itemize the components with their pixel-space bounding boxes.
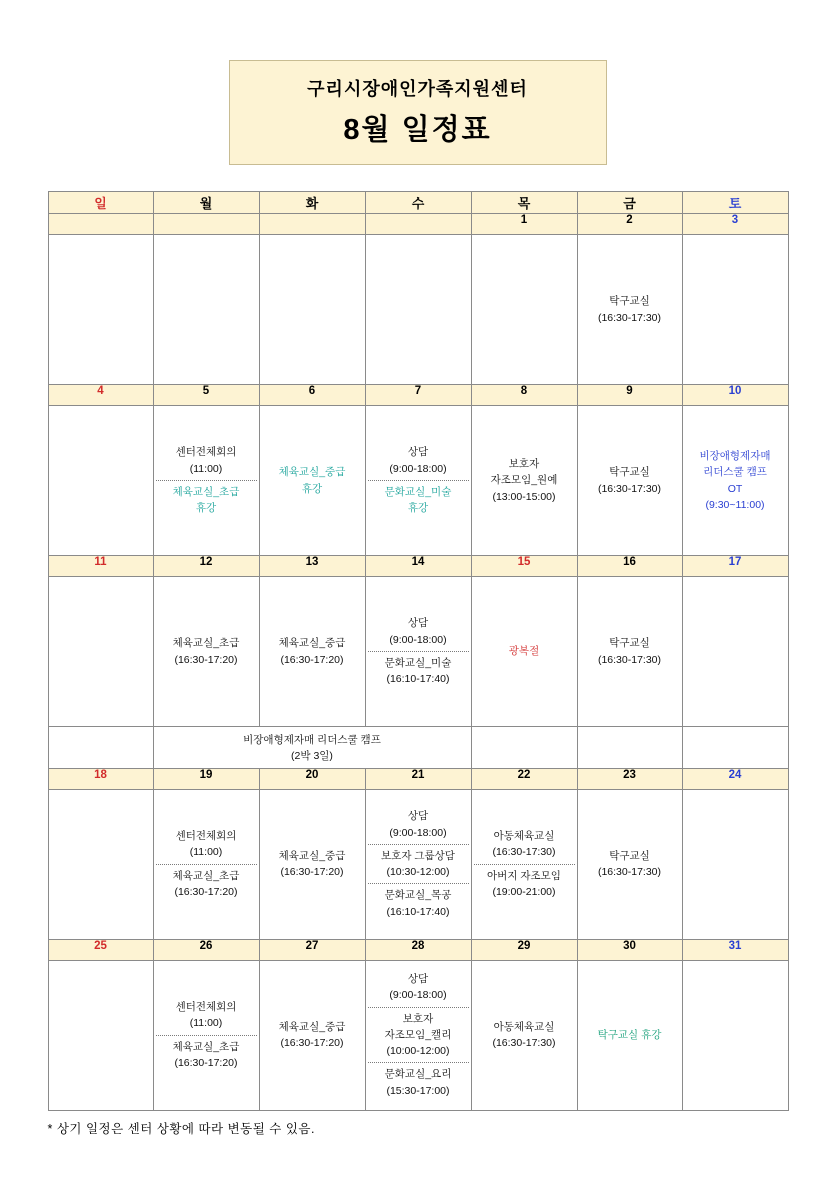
event-line: (16:30-17:30) (597, 866, 662, 879)
span-event-row (48, 727, 788, 769)
day-cell[interactable] (153, 960, 259, 1110)
event-entry[interactable] (368, 844, 469, 884)
event-line: (16:30-17:20) (174, 1056, 238, 1069)
date-cell[interactable]: 25 (48, 939, 153, 960)
event-line: (19:00-21:00) (492, 885, 556, 898)
event-line: 휴강 (301, 482, 323, 495)
date-cell[interactable]: 22 (471, 768, 577, 789)
date-cell[interactable]: 7 (365, 385, 471, 406)
date-cell[interactable]: 16 (577, 556, 682, 577)
date-row (48, 214, 788, 235)
event-entry[interactable] (154, 727, 471, 768)
event-line: (15:30-17:00) (386, 1084, 450, 1097)
event-line: 자조모임_캘리 (384, 1028, 452, 1041)
day-cell-inner (472, 790, 577, 939)
day-cell[interactable] (365, 577, 471, 727)
calendar-table (48, 191, 789, 1111)
day-cell-inner (49, 577, 153, 726)
event-line: 체육교실_중급 (278, 1020, 346, 1033)
event-line: (9:00-18:00) (389, 633, 447, 646)
footnote: * 상기 일정은 센터 상황에 따라 변동될 수 있음. (47, 1121, 315, 1136)
day-cell-inner (683, 790, 788, 939)
events-row (48, 577, 788, 727)
event-entry[interactable] (262, 845, 363, 884)
event-line: 탁구교실 (609, 466, 650, 479)
day-cell[interactable] (153, 235, 259, 385)
event-entry[interactable] (262, 461, 363, 500)
date-cell[interactable] (153, 214, 259, 235)
title-box (229, 60, 607, 165)
event-line: 탁구교실 (609, 849, 650, 862)
day-cell-inner (366, 790, 471, 939)
span-filler-cell (48, 727, 153, 769)
event-line: 보호자 (508, 458, 540, 471)
day-cell-inner (154, 235, 259, 384)
day-cell[interactable] (577, 960, 682, 1110)
day-cell[interactable] (259, 789, 365, 939)
event-line: 비장애형제자매 리더스쿨 캠프 (243, 734, 381, 746)
event-line: (11:00) (189, 1017, 223, 1030)
day-cell[interactable] (471, 406, 577, 556)
event-line: 센터전체회의 (175, 830, 237, 842)
day-cell-inner (366, 961, 471, 1110)
date-cell[interactable]: 20 (259, 768, 365, 789)
event-entry[interactable] (474, 864, 575, 904)
event-line: 아동체육교실 (493, 830, 555, 842)
event-entry[interactable] (368, 805, 469, 844)
event-line: (16:30-17:20) (174, 885, 238, 898)
day-cell[interactable] (471, 960, 577, 1110)
date-cell[interactable]: 10 (682, 385, 788, 406)
date-cell[interactable] (259, 214, 365, 235)
page-title: 8월 일정표 (343, 114, 492, 146)
day-cell-inner (683, 577, 788, 726)
event-entry[interactable] (262, 632, 363, 671)
day-cell[interactable] (153, 406, 259, 556)
day-cell[interactable] (471, 235, 577, 385)
day-cell-inner (578, 235, 682, 384)
event-line: 휴강 (407, 502, 429, 515)
date-cell[interactable]: 17 (682, 556, 788, 577)
weekday-header-5: 금 (577, 192, 682, 214)
event-entry[interactable] (262, 1016, 363, 1055)
event-entry[interactable] (474, 1016, 575, 1055)
event-entry[interactable] (474, 640, 575, 662)
date-cell[interactable]: 14 (365, 556, 471, 577)
event-line: 상담 (407, 973, 429, 986)
day-cell[interactable] (365, 406, 471, 556)
event-entry[interactable] (368, 968, 469, 1007)
day-cell-inner (578, 790, 682, 939)
day-cell-inner (260, 577, 365, 726)
event-line: 문화교실_미술 (384, 657, 452, 669)
date-cell[interactable]: 3 (682, 214, 788, 235)
organization-name: 구리시장애인가족지원센터 (307, 79, 528, 99)
day-cell[interactable] (471, 789, 577, 939)
event-line: (11:00) (189, 846, 223, 859)
event-line: 휴강 (195, 502, 217, 515)
date-row (48, 385, 788, 406)
event-line: (10:00-12:00) (386, 1045, 450, 1058)
day-cell[interactable] (682, 235, 788, 385)
event-line: 비장애형제자매 (699, 449, 771, 462)
day-cell-inner (578, 961, 682, 1110)
weekday-header-3: 수 (365, 192, 471, 214)
event-line: (16:30-17:20) (174, 653, 238, 666)
event-entry[interactable] (474, 825, 575, 864)
events-row (48, 960, 788, 1110)
date-cell[interactable]: 21 (365, 768, 471, 789)
date-cell[interactable]: 19 (153, 768, 259, 789)
date-cell[interactable]: 27 (259, 939, 365, 960)
day-cell[interactable] (259, 235, 365, 385)
date-row (48, 939, 788, 960)
event-entry[interactable] (368, 1007, 469, 1063)
span-filler-cell (577, 727, 682, 769)
date-cell[interactable]: 1 (471, 214, 577, 235)
event-line: 광복절 (508, 645, 540, 658)
day-cell[interactable] (365, 789, 471, 939)
event-line: 상담 (407, 810, 429, 823)
event-line: 보호자 그룹상담 (381, 849, 455, 862)
day-cell-inner (154, 406, 259, 555)
day-cell[interactable] (682, 406, 788, 556)
event-line: OT (727, 482, 743, 495)
day-cell[interactable] (48, 960, 153, 1110)
day-cell[interactable] (153, 577, 259, 727)
event-line: 아버지 자조모임 (487, 869, 561, 882)
date-cell[interactable]: 28 (365, 939, 471, 960)
day-cell-inner (49, 235, 153, 384)
event-entry[interactable] (368, 1062, 469, 1102)
event-line: 탁구교실 (609, 295, 650, 308)
event-entry[interactable] (368, 651, 469, 691)
date-cell[interactable]: 26 (153, 939, 259, 960)
event-entry[interactable] (156, 1035, 257, 1075)
event-line: 체육교실_초급 (172, 486, 240, 498)
date-cell[interactable] (365, 214, 471, 235)
event-line: (16:30-17:30) (597, 482, 662, 495)
day-cell-inner (683, 406, 788, 555)
day-cell-inner (260, 790, 365, 939)
weekday-header-4: 목 (471, 192, 577, 214)
event-entry[interactable] (474, 453, 575, 508)
events-row (48, 406, 788, 556)
weekday-header-1: 월 (153, 192, 259, 214)
event-entry[interactable] (156, 632, 257, 671)
day-cell[interactable] (259, 406, 365, 556)
event-line: (16:30-17:20) (280, 1037, 344, 1050)
event-line: 자조모임_원예 (490, 474, 558, 487)
event-line: (16:30-17:30) (492, 1037, 556, 1050)
day-cell[interactable] (48, 789, 153, 939)
event-line: (16:30-17:30) (597, 653, 662, 666)
day-cell[interactable] (48, 577, 153, 727)
event-line: 문화교실_목공 (384, 889, 452, 902)
day-cell-inner (366, 235, 471, 384)
day-cell-inner (260, 235, 365, 384)
event-entry[interactable] (368, 883, 469, 923)
date-cell[interactable]: 30 (577, 939, 682, 960)
event-entry[interactable] (580, 632, 680, 671)
date-cell[interactable]: 29 (471, 939, 577, 960)
day-cell-inner (472, 961, 577, 1110)
event-line: (16:30-17:20) (280, 653, 344, 666)
event-line: 탁구교실 휴강 (597, 1028, 662, 1041)
day-cell[interactable] (259, 577, 365, 727)
calendar-wrapper (48, 191, 788, 1111)
event-entry[interactable] (156, 480, 257, 520)
day-cell[interactable] (577, 406, 682, 556)
event-line: (9:00-18:00) (389, 989, 447, 1002)
event-line: 체육교실_중급 (278, 849, 346, 862)
event-line: 문화교실_요리 (384, 1068, 452, 1081)
event-entry[interactable] (156, 441, 257, 480)
event-line: 탁구교실 (609, 637, 650, 650)
day-cell[interactable] (365, 960, 471, 1110)
calendar-header-row (48, 192, 788, 214)
day-cell-inner (260, 406, 365, 555)
event-line: (13:00-15:00) (492, 490, 556, 503)
day-cell-inner (683, 961, 788, 1110)
day-cell-inner (366, 406, 471, 555)
date-cell[interactable]: 5 (153, 385, 259, 406)
day-cell[interactable] (682, 789, 788, 939)
event-entry[interactable] (156, 996, 257, 1035)
event-line: 상담 (407, 617, 429, 630)
date-cell[interactable]: 18 (48, 768, 153, 789)
span-filler-cell (682, 727, 788, 769)
day-cell[interactable] (48, 235, 153, 385)
date-cell[interactable]: 11 (48, 556, 153, 577)
event-line: (10:30-12:00) (386, 866, 450, 879)
date-cell[interactable]: 6 (259, 385, 365, 406)
date-cell[interactable]: 12 (153, 556, 259, 577)
event-line: 문화교실_미술 (384, 486, 452, 498)
date-cell[interactable] (48, 214, 153, 235)
event-entry[interactable] (368, 441, 469, 480)
title-section (0, 0, 835, 165)
event-entry[interactable] (156, 864, 257, 904)
weekday-header-6: 토 (682, 192, 788, 214)
event-line: 체육교실_초급 (172, 1040, 240, 1053)
day-cell[interactable] (577, 235, 682, 385)
event-line: 보호자 (402, 1012, 434, 1025)
event-line: (16:10-17:40) (386, 905, 450, 918)
day-cell-inner (154, 790, 259, 939)
event-line: (9:00-18:00) (389, 826, 447, 839)
day-cell-inner (154, 961, 259, 1110)
weekday-header-0: 일 (48, 192, 153, 214)
date-cell[interactable]: 4 (48, 385, 153, 406)
event-line: (2박 3일) (291, 750, 333, 763)
event-line: (9:30~11:00) (705, 498, 765, 511)
day-cell[interactable] (153, 789, 259, 939)
span-event-cell[interactable] (153, 727, 471, 769)
date-cell[interactable]: 15 (471, 556, 577, 577)
day-cell-inner (578, 406, 682, 555)
date-cell[interactable]: 13 (259, 556, 365, 577)
day-cell[interactable] (577, 577, 682, 727)
event-entry[interactable] (580, 290, 680, 329)
event-line: 체육교실_초급 (172, 637, 240, 650)
event-line: (9:00-18:00) (389, 462, 447, 475)
day-cell[interactable] (365, 235, 471, 385)
event-entry[interactable] (368, 480, 469, 520)
span-filler-cell (471, 727, 577, 769)
event-line: 아동체육교실 (493, 1020, 555, 1033)
date-row (48, 768, 788, 789)
day-cell-inner (472, 235, 577, 384)
event-line: (16:30-17:20) (280, 866, 344, 879)
event-line: 리더스쿨 캠프 (703, 466, 767, 479)
day-cell-inner (154, 577, 259, 726)
date-row (48, 556, 788, 577)
date-cell[interactable]: 9 (577, 385, 682, 406)
event-line: 체육교실_중급 (278, 466, 346, 479)
weekday-header-2: 화 (259, 192, 365, 214)
day-cell-inner (49, 961, 153, 1110)
event-line: (16:30-17:30) (597, 311, 662, 324)
day-cell-inner (683, 235, 788, 384)
day-cell-inner (578, 577, 682, 726)
date-cell[interactable]: 8 (471, 385, 577, 406)
event-entry[interactable] (580, 1024, 680, 1046)
events-row (48, 789, 788, 939)
event-line: 상담 (407, 446, 429, 459)
event-line: (11:00) (189, 462, 223, 475)
day-cell-inner (49, 790, 153, 939)
event-entry[interactable] (368, 612, 469, 651)
day-cell-inner (472, 406, 577, 555)
event-line: (16:30-17:30) (492, 846, 556, 859)
day-cell-inner (366, 577, 471, 726)
events-row (48, 235, 788, 385)
event-line: (16:10-17:40) (386, 673, 450, 686)
date-cell[interactable]: 2 (577, 214, 682, 235)
day-cell[interactable] (682, 960, 788, 1110)
date-cell[interactable]: 24 (682, 768, 788, 789)
day-cell[interactable] (682, 577, 788, 727)
event-entry[interactable] (580, 845, 680, 884)
event-entry[interactable] (580, 461, 680, 500)
event-entry[interactable] (156, 825, 257, 864)
day-cell-inner (472, 577, 577, 726)
event-entry[interactable] (685, 445, 786, 516)
event-line: 체육교실_중급 (278, 637, 346, 650)
event-line: 센터전체회의 (175, 446, 237, 459)
day-cell[interactable] (471, 577, 577, 727)
event-line: 체육교실_초급 (172, 869, 240, 882)
date-cell[interactable]: 23 (577, 768, 682, 789)
day-cell[interactable] (259, 960, 365, 1110)
event-line: 센터전체회의 (175, 1001, 237, 1013)
day-cell-inner (49, 406, 153, 555)
day-cell-inner (260, 961, 365, 1110)
day-cell[interactable] (48, 406, 153, 556)
day-cell[interactable] (577, 789, 682, 939)
date-cell[interactable]: 31 (682, 939, 788, 960)
